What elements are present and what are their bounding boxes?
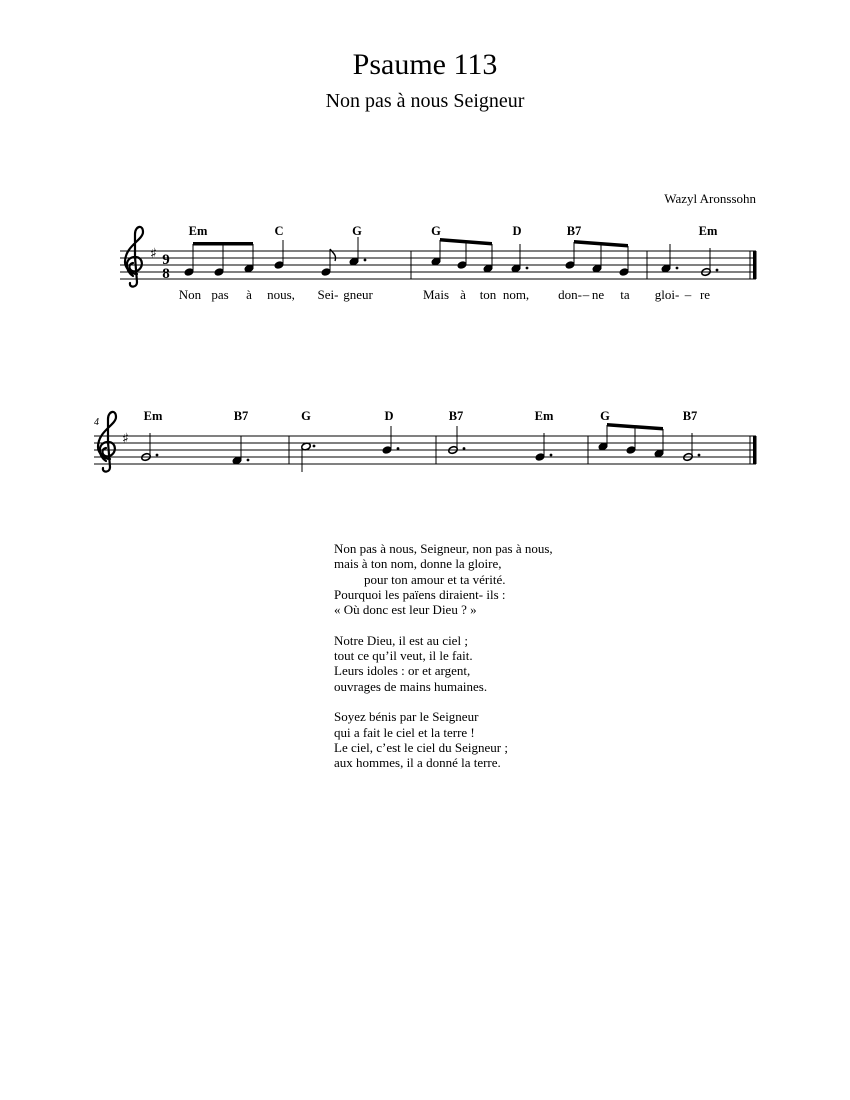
chord-symbol: G [431, 224, 441, 238]
note-group [184, 237, 366, 276]
chord-symbol: C [274, 224, 284, 238]
lyric-syllable: gloi- [654, 287, 680, 302]
time-signature-bottom: 8 [162, 266, 170, 282]
chord-symbol: G [301, 409, 311, 423]
chord-symbol: Em [534, 409, 554, 423]
final-bar-line [753, 251, 757, 279]
lyric-syllable: ton [479, 287, 497, 302]
verse-line: pour ton amour et ta vérité. [364, 571, 506, 587]
verse-line: Notre Dieu, il est au ciel ; [334, 632, 468, 648]
key-signature-sharp: ♯ [150, 246, 157, 262]
page-title: Psaume 113 [352, 48, 498, 81]
note-group [141, 433, 250, 465]
measure-number: 4 [94, 417, 99, 428]
lyric-syllable: à [460, 287, 466, 302]
stanza-1 [334, 541, 553, 617]
verse-line: Leurs idoles : or et argent, [334, 663, 471, 679]
final-bar-line [753, 436, 757, 464]
lyric-syllable: à [246, 287, 252, 302]
chord-symbol: B7 [233, 409, 249, 423]
composer-name: Wazyl Aronssohn [664, 191, 756, 206]
page-subtitle: Non pas à nous Seigneur [325, 90, 525, 112]
lyric-syllable: Non [178, 287, 202, 302]
chord-symbol: B7 [448, 409, 464, 423]
chord-symbol: D [512, 224, 522, 238]
chord-symbol: G [600, 409, 610, 423]
note-group [301, 426, 400, 472]
chord-symbol: Em [698, 224, 718, 238]
chord-symbol: G [352, 224, 362, 238]
chord-symbol: Em [188, 224, 208, 238]
staff-lines [94, 436, 756, 464]
lyric-syllable: nous, [267, 287, 295, 302]
stanza-3 [334, 709, 553, 770]
staff-system-1 [120, 224, 757, 302]
verse-text [334, 541, 553, 786]
treble-clef-icon [125, 227, 143, 287]
verse-line: qui a fait le ciel et la terre ! [334, 724, 475, 740]
chord-symbol: B7 [682, 409, 698, 423]
treble-clef-icon [98, 412, 116, 472]
lyric-syllable: gneur [343, 287, 373, 302]
time-signature-top: 9 [162, 252, 170, 268]
lyric-syllable: ne [591, 287, 605, 302]
lyric-hyphen: – [582, 287, 590, 302]
verse-line: Soyez bénis par le Seigneur [334, 709, 479, 725]
lyric-syllable: pas [211, 287, 229, 302]
chord-symbol: B7 [566, 224, 582, 238]
verse-line: « Où donc est leur Dieu ? » [334, 602, 477, 618]
verse-line: tout ce qu’il veut, il le fait. [334, 648, 473, 664]
note-group [431, 238, 629, 276]
lyric-syllable: nom, [502, 287, 530, 302]
lyric-hyphen: – [684, 287, 692, 302]
verse-line: mais à ton nom, donne la gloire, [334, 556, 502, 572]
verse-line: Non pas à nous, Seigneur, non pas à nous, [334, 541, 553, 556]
chord-symbol: D [384, 409, 394, 423]
lyric-syllable: Sei- [317, 287, 339, 302]
stanza-2 [334, 633, 553, 694]
verse-line: ouvrages de mains humaines. [334, 678, 488, 694]
lyric-syllable: ta [620, 287, 630, 302]
note-group [598, 423, 700, 461]
verse-line: Le ciel, c’est le ciel du Seigneur ; [334, 739, 508, 755]
staff-system-2 [94, 409, 757, 472]
verse-line: aux hommes, il a donné la terre. [334, 755, 501, 771]
verse-line: Pourquoi les païens diraient- ils : [334, 586, 506, 602]
lyric-syllable: don- [558, 287, 582, 302]
note-group [448, 426, 553, 461]
chord-symbol: Em [143, 409, 163, 423]
lyric-syllable: Mais [423, 287, 449, 302]
key-signature-sharp: ♯ [122, 431, 129, 447]
lyric-syllable: re [699, 287, 711, 302]
